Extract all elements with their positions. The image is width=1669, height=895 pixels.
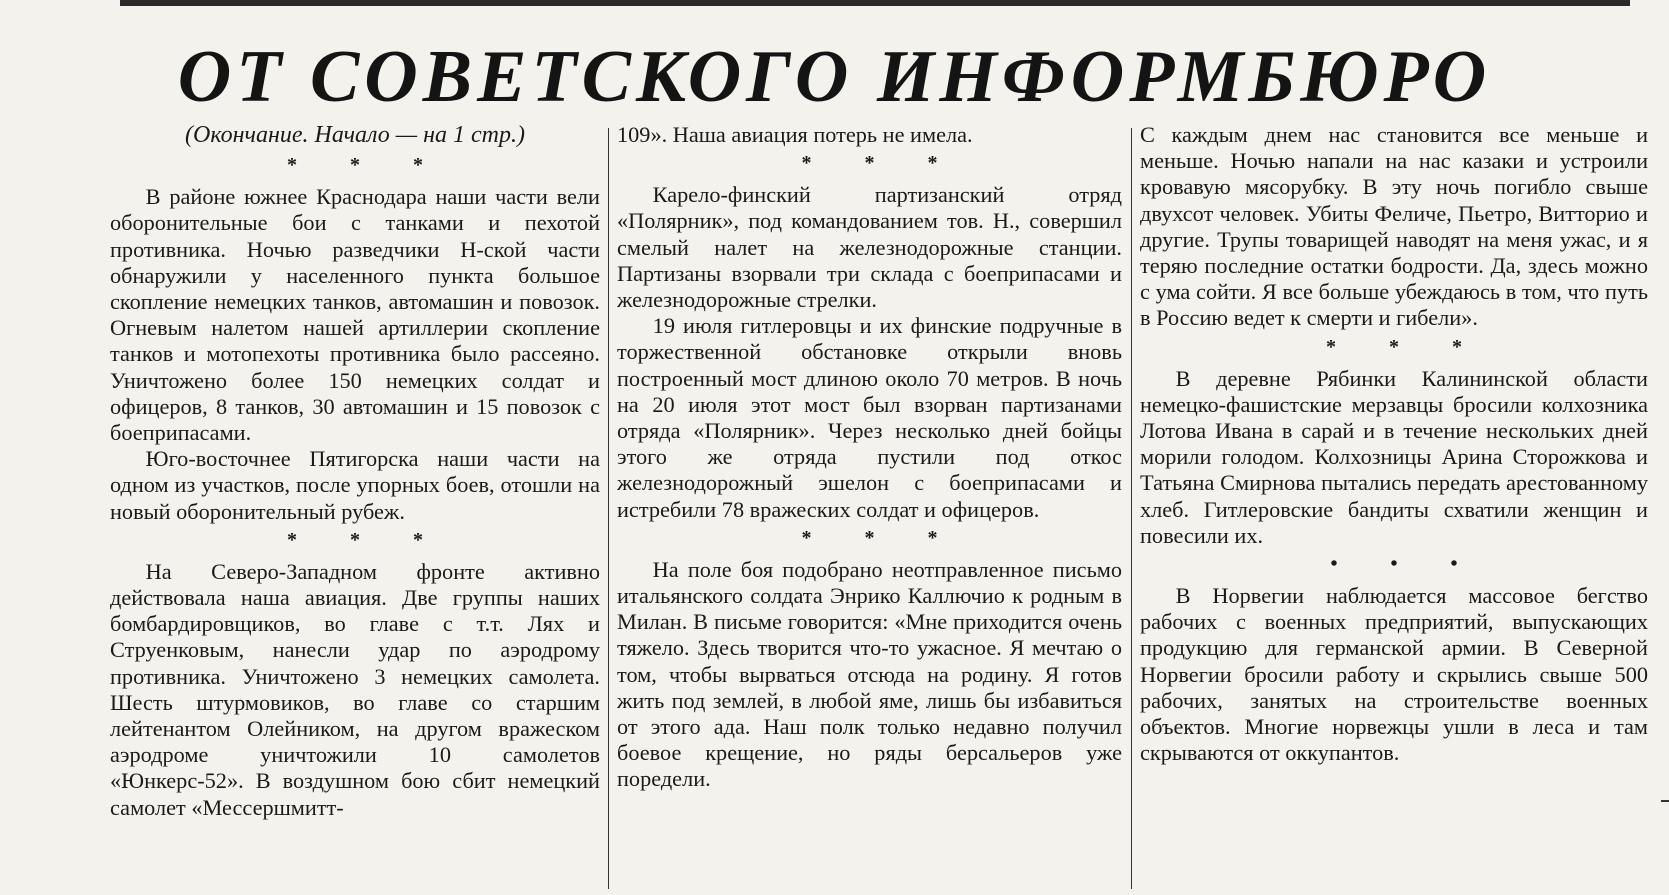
section-separator: * * * bbox=[287, 154, 447, 177]
section-separator: * * * bbox=[801, 152, 962, 175]
column-rule-2 bbox=[1131, 128, 1132, 889]
top-border-rule bbox=[120, 0, 1630, 6]
column-rule-1 bbox=[608, 128, 609, 889]
article-pyatigorsk: Юго-восточнее Пятигорска наши части на одном из участков, после упорных боев, отошли на новый оборонительный рубеж. bbox=[110, 446, 600, 524]
column-1 bbox=[110, 122, 600, 891]
article-norway: В Норвегии наблюдается массовое бегство рабочих с военных предприятий, выпускающих продукцию для германской армии. В Северной Норвегии бросили работу и скрылись свыше 500 рабочих, занятых на строительстве военных объектов. Многие норвежцы ушли в леса и там скрываются от оккупантов. bbox=[1140, 583, 1648, 766]
page-title: ОТ СОВЕТСКОГО ИНФОРМБЮРО bbox=[177, 36, 1492, 118]
article-italian-letter-end: С каждым днем нас становится все меньше и меньше. Ночью напали на нас казаки и устроили кровавую мясорубку. В эту ночь погибло свыше двухсот человек. Убиты Феличе, Пьетро, Витторио и другие. Трупы товарищей наводят на меня ужас, и я теряю последние остатки бодрости. Да, здесь можно с ума сойти. Я все больше убеждаюсь в том, что путь в Россию ведет к смерти и гибели». bbox=[1140, 122, 1648, 331]
article-italian-letter: На поле боя подобрано неотправленное письмо итальянского солдата Энрико Каллючио к родным в Милан. В письме говорится: «Мне приходится очень тяжело. Здесь творится что-то ужасное. Я мечтаю о том, чтобы вырваться отсюда на родину. Я готов жить под землей, в любой яме, лишь бы избавиться от этого ада. Наш полк только недавно получил боевое крещение, но ряды берсальеров уже поредели. bbox=[617, 556, 1122, 792]
article-northwest-front-end: 109». Наша авиация потерь не имела. bbox=[617, 122, 973, 147]
section-separator: * * * bbox=[287, 528, 447, 551]
edge-mark bbox=[1661, 800, 1669, 802]
article-ryabinki: В деревне Рябинки Калининской области немецко-фашистские мерзавцы бросили колхозника Лотова Ивана в сарай и в течение нескольких дней морили голодом. Колхозницы Арина Сторожкова и Татьяна Смирнова пытались передать арестованному хлеб. Гитлеровские бандиты схватили женщин и повесили их. bbox=[1140, 365, 1648, 548]
continuation-note: (Окончание. Начало — на 1 стр.) bbox=[185, 122, 525, 148]
section-separator: * * * bbox=[801, 526, 962, 549]
column-2 bbox=[617, 122, 1122, 891]
article-partisans: Карело-финский партизанский отряд «Полярник», под командованием тов. Н., совершил смелый налет на железнодорожные станции. Партизаны взорвали три склада с боеприпасами и железнодорожные стрелки. bbox=[617, 182, 1122, 313]
article-bridge: 19 июля гитлеровцы и их финские подручные в торжественной обстановке открыли вновь построенный мост длиною около 70 метров. В ночь на 20 июля этот мост был взорван партизанами отряда «Полярник». Через несколько дней бойцы этого же отряда пустили под откос железнодорожный эшелон с боеприпасами и истребили 78 вражеских солдат и офицеров. bbox=[617, 313, 1122, 522]
section-separator: * * * bbox=[1326, 335, 1486, 358]
column-3 bbox=[1140, 122, 1648, 891]
article-northwest-front: На Северо-Западном фронте активно действовала наша авиация. Две группы наших бомбардировщиков, во главе с т.т. Лях и Струенковым, нанесли удар по аэродрому противника. Уничтожено 3 немецких самолета. Шесть штурмовиков, во главе со старшим лейтенантом Олейником, на другом вражеском аэродроме уничтожили 10 самолетов «Юнкерс-52». В воздушном бою сбит немецкий самолет «Мессершмитт- bbox=[110, 558, 600, 820]
section-separator-dots: • • • bbox=[1330, 553, 1482, 576]
article-krasnodar: В районе южнее Краснодара наши части вели оборонительные бои с танками и пехотой противника. Ночью разведчики Н-ской части обнаружили у населенного пункта большое скопление немецких танков, автомашин и повозок. Огневым налетом нашей артиллерии скопление танков и мотопехоты противника было рассеяно. Уничтожено более 150 немецких солдат и офицеров, 8 танков, 30 автомашин и 15 повозок с боеприпасами. bbox=[110, 184, 600, 446]
